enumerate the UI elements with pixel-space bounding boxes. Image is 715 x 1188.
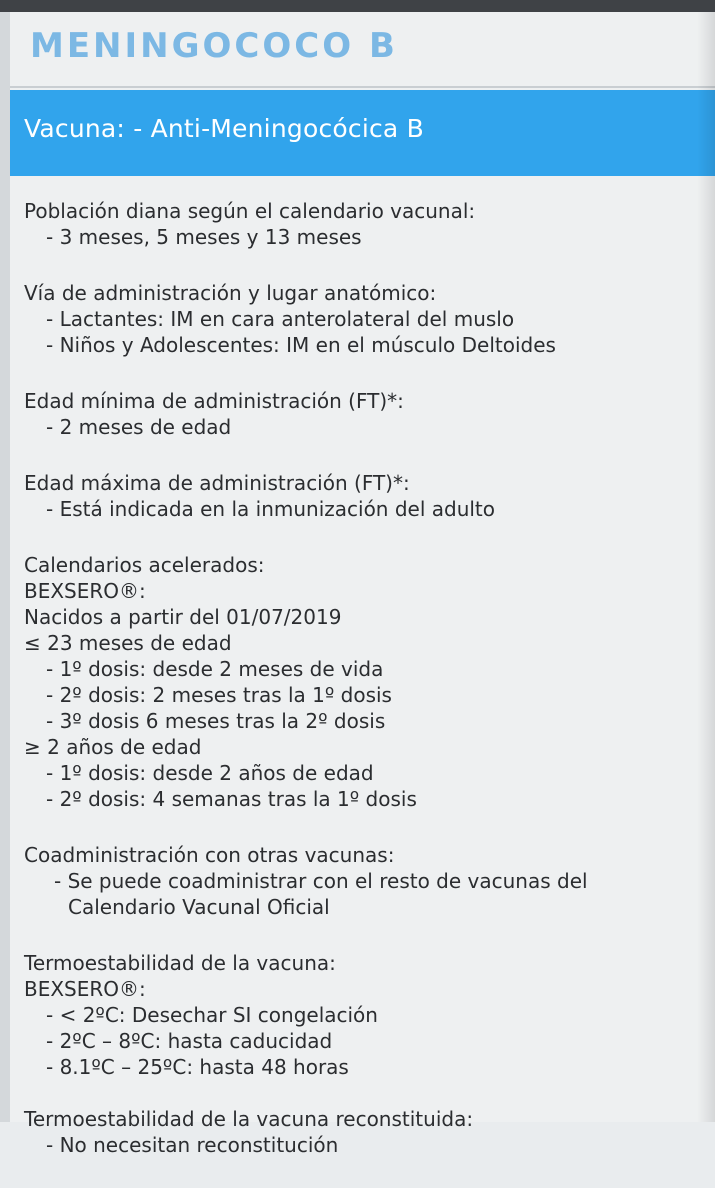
page-title: MENINGOCOCO B — [30, 26, 398, 66]
section-calendarios — [24, 552, 704, 812]
section-heading: Edad máxima de administración (FT)*: — [24, 471, 410, 495]
list-item: - 2 meses de edad — [46, 415, 232, 439]
section-termo-reconstituida — [24, 1106, 704, 1158]
top-edge — [0, 0, 715, 12]
born-label: Nacidos a partir del 01/07/2019 — [24, 605, 342, 629]
section-heading: Termoestabilidad de la vacuna: — [24, 951, 336, 975]
age-group-label: ≤ 23 meses de edad — [24, 631, 232, 655]
list-item: - 2º dosis: 2 meses tras la 1º dosis — [46, 683, 392, 707]
vaccine-card — [10, 12, 715, 1157]
list-item: - 8.1ºC – 25ºC: hasta 48 horas — [46, 1055, 349, 1079]
card-content — [24, 198, 704, 1188]
title-row — [10, 12, 715, 88]
list-item: - 1º dosis: desde 2 meses de vida — [46, 657, 384, 681]
section-edad-maxima — [24, 470, 704, 522]
list-item: - Se puede coadministrar con el resto de vacunas del — [54, 869, 588, 893]
left-edge — [0, 12, 10, 1122]
list-item: - < 2ºC: Desechar SI congelación — [46, 1003, 378, 1027]
section-coadministracion — [24, 842, 704, 920]
section-poblacion — [24, 198, 704, 250]
section-heading: Población diana según el calendario vacunal: — [24, 199, 476, 223]
list-item: - 2º dosis: 4 semanas tras la 1º dosis — [46, 787, 417, 811]
list-item: - 3º dosis 6 meses tras la 2º dosis — [46, 709, 386, 733]
section-heading: Vía de administración y lugar anatómico: — [24, 281, 437, 305]
section-heading: Coadministración con otras vacunas: — [24, 843, 395, 867]
section-heading: Calendarios acelerados: — [24, 553, 265, 577]
list-item: - 3 meses, 5 meses y 13 meses — [46, 225, 362, 249]
list-item: - 2ºC – 8ºC: hasta caducidad — [46, 1029, 333, 1053]
vaccine-banner — [10, 90, 715, 176]
list-item: - Niños y Adolescentes: IM en el músculo Deltoides — [46, 333, 556, 357]
section-edad-minima — [24, 388, 704, 440]
list-item: - Lactantes: IM en cara anterolateral del muslo — [46, 307, 515, 331]
section-via — [24, 280, 704, 358]
list-item: - 1º dosis: desde 2 años de edad — [46, 761, 374, 785]
list-item: Calendario Vacunal Oficial — [68, 895, 330, 919]
list-item: - No necesitan reconstitución — [46, 1133, 339, 1157]
right-edge-shadow — [697, 12, 715, 1122]
section-heading: Termoestabilidad de la vacuna reconstituida: — [24, 1107, 474, 1131]
age-group-label: ≥ 2 años de edad — [24, 735, 202, 759]
banner-text: Vacuna: - Anti-Meningocócica B — [24, 114, 424, 143]
list-item: - Está indicada en la inmunización del adulto — [46, 497, 496, 521]
section-heading: Edad mínima de administración (FT)*: — [24, 389, 404, 413]
section-termoestabilidad — [24, 950, 704, 1080]
product-name: BEXSERO®: — [24, 977, 146, 1001]
product-name: BEXSERO®: — [24, 579, 146, 603]
